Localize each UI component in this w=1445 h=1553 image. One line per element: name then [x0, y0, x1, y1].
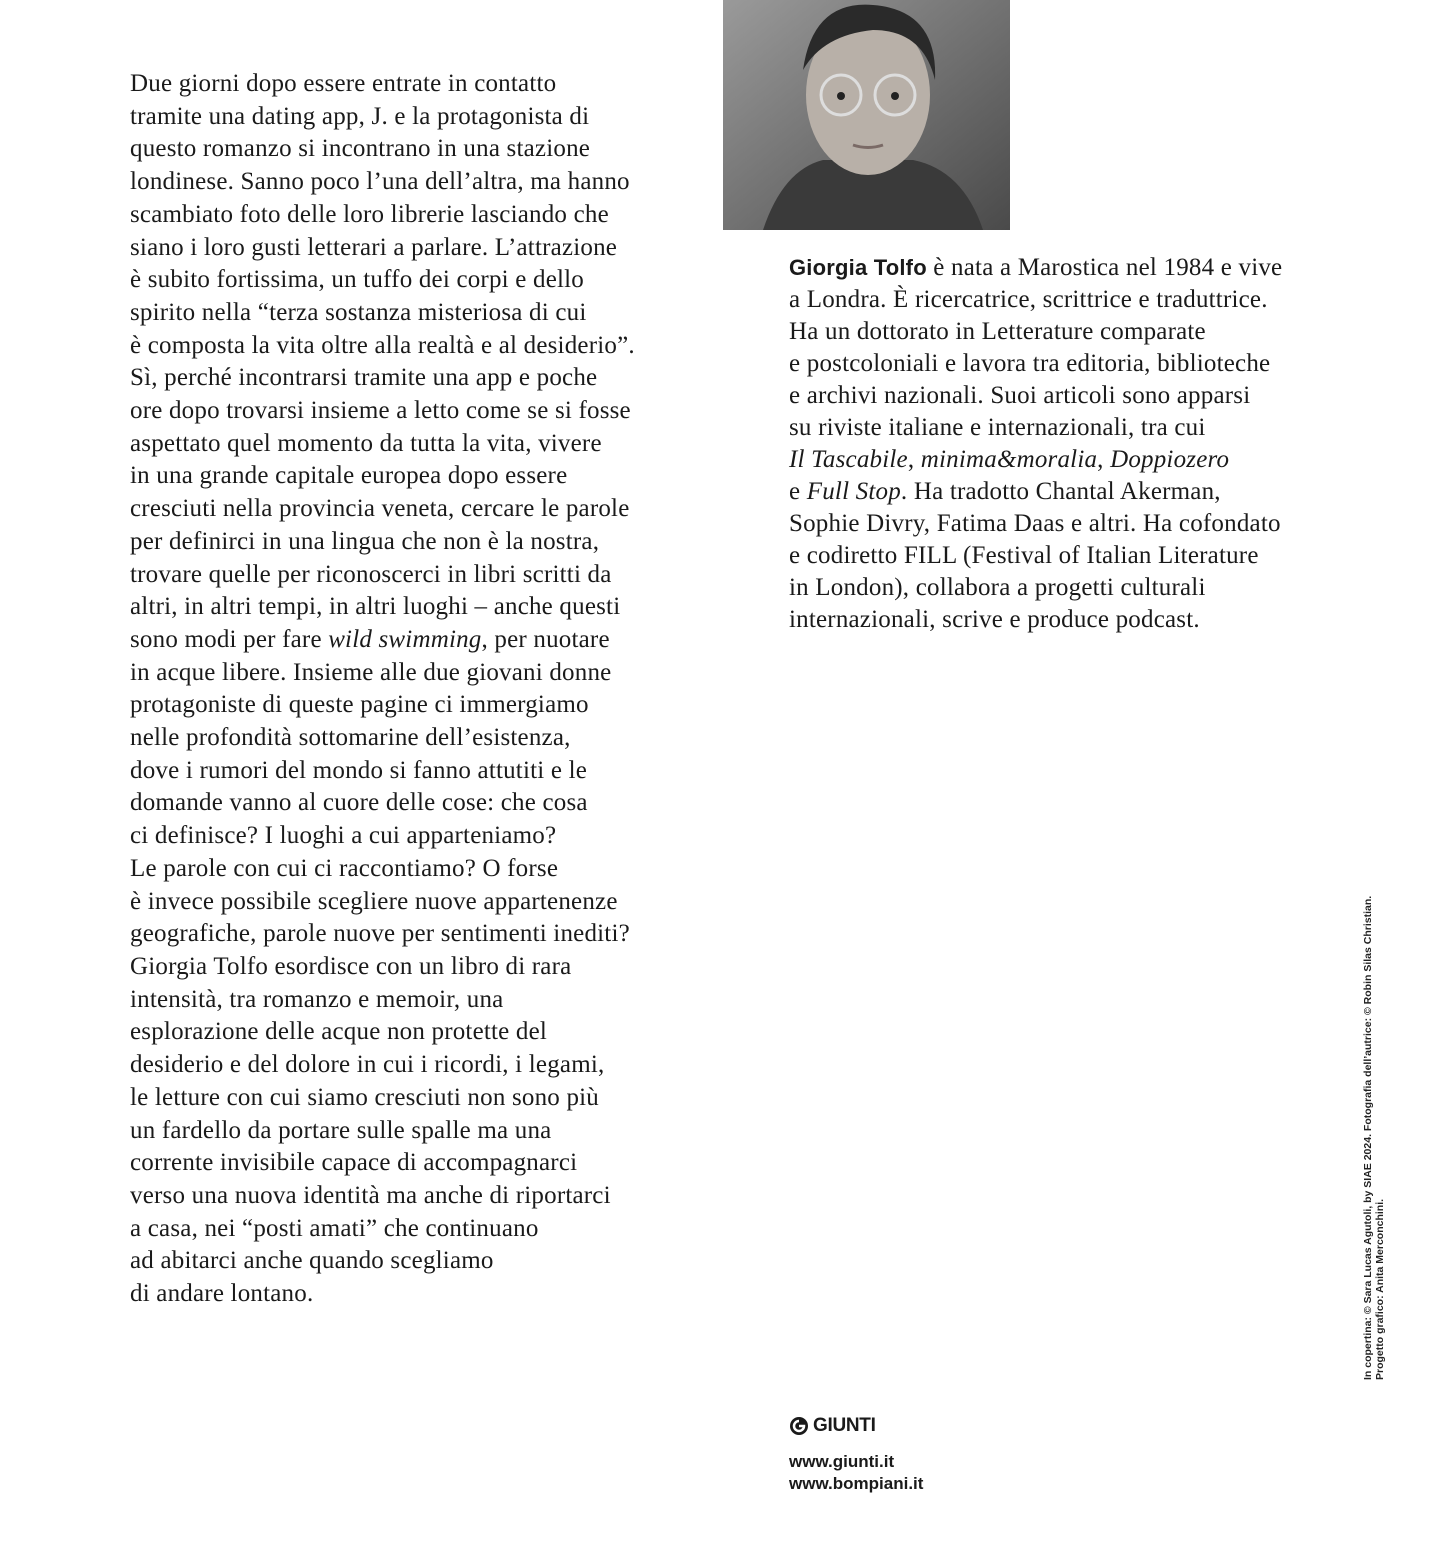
bio-line: su riviste italiane e internazionali, tra cui: [789, 414, 1206, 441]
logo-text: GIUNTI: [813, 1415, 876, 1436]
bio-line: Sophie Divry, Fatima Daas e altri. Ha cofondato: [789, 510, 1281, 537]
publisher-block: [789, 1415, 923, 1495]
giunti-logo: [789, 1415, 923, 1437]
author-photo: [723, 0, 1010, 230]
credits-line-1: In copertina: © Sara Lucas Agutoli, by SIAE 2024. Fotografia dell’autrice: © Robin Silas Christian.: [1362, 895, 1374, 1380]
blurb-line: nelle profondità sottomarine dell’esistenza,: [130, 724, 571, 752]
blurb-line: a casa, nei “posti amati” che continuano: [130, 1214, 539, 1242]
italic-title: minima&moralia: [920, 446, 1098, 473]
blurb-line: Giorgia Tolfo esordisce con un libro di rara: [130, 952, 572, 980]
blurb-line: spirito nella “terza sostanza misteriosa di cui: [130, 298, 587, 326]
bio-line: e postcoloniali e lavora tra editoria, biblioteche: [789, 350, 1271, 377]
bio-line: e archivi nazionali. Suoi articoli sono apparsi: [789, 382, 1251, 409]
blurb-line: per definirci in una lingua che non è la nostra,: [130, 527, 600, 555]
bio-line: a Londra. È ricercatrice, scrittrice e traduttrice.: [789, 286, 1268, 313]
blurb-line: intensità, tra romanzo e memoir, una: [130, 985, 504, 1013]
blurb-line: in acque libere. Insieme alle due giovani donne: [130, 658, 612, 686]
bompiani-url-link[interactable]: www.bompiani.it: [789, 1474, 924, 1493]
blurb-line: altri, in altri tempi, in altri luoghi – anche questi: [130, 593, 621, 621]
bio-line: in London), collabora a progetti culturali: [789, 574, 1206, 601]
blurb-line: di andare lontano.: [130, 1280, 314, 1308]
blurb-line: geografiche, parole nuove per sentimenti inediti?: [130, 920, 630, 948]
author-name: Giorgia Tolfo: [789, 255, 927, 280]
blurb-line: ad abitarci anche quando scegliamo: [130, 1247, 494, 1275]
cover-credits: [1362, 896, 1386, 1380]
blurb-line: è subito fortissima, un tuffo dei corpi e dello: [130, 266, 584, 294]
italic-title: Full Stop: [806, 478, 901, 505]
blurb-line: desiderio e del dolore in cui i ricordi, i legami,: [130, 1051, 605, 1079]
giunti-url-link[interactable]: www.giunti.it: [789, 1452, 895, 1471]
bio-line: e codiretto FILL (Festival of Italian Literature: [789, 542, 1259, 569]
blurb-line: questo romanzo si incontrano in una stazione: [130, 135, 591, 163]
blurb-line: Sì, perché incontrarsi tramite una app e poche: [130, 364, 598, 392]
blurb-line: corrente invisibile capace di accompagnarci: [130, 1149, 578, 1177]
blurb-line: è invece possibile scegliere nuove appartenenze: [130, 887, 618, 915]
bio-line: internazionali, scrive e produce podcast.: [789, 606, 1200, 633]
blurb-line: scambiato foto delle loro librerie lasciando che: [130, 200, 609, 228]
blurb-line: trovare quelle per riconoscerci in libri scritti da: [130, 560, 612, 588]
blurb-line: in una grande capitale europea dopo essere: [130, 462, 568, 490]
blurb-line: ore dopo trovarsi insieme a letto come se si fosse: [130, 397, 631, 425]
blurb-line: londinese. Sanno poco l’una dell’altra, ma hanno: [130, 168, 630, 196]
blurb-text: [130, 68, 690, 1311]
blurb-line: dove i rumori del mondo si fanno attutiti e le: [130, 756, 588, 784]
bio-line: Ha un dottorato in Letterature comparate: [789, 318, 1206, 345]
blurb-line: è composta la vita oltre alla realtà e al desiderio”.: [130, 331, 635, 359]
blurb-line: tramite una dating app, J. e la protagonista di: [130, 102, 590, 130]
bio-line: Giorgia Tolfo è nata a Marostica nel 1984 e vive: [789, 254, 1283, 281]
blurb-line: cresciuti nella provincia veneta, cercare le parole: [130, 495, 630, 523]
blurb-line: sono modi per fare wild swimming, per nuotare: [130, 625, 610, 653]
blurb-line: le letture con cui siamo cresciuti non sono più: [130, 1083, 600, 1111]
blurb-line: siano i loro gusti letterari a parlare. L’attrazione: [130, 233, 618, 261]
italic-title: Il Tascabile: [789, 446, 908, 473]
blurb-line: verso una nuova identità ma anche di riportarci: [130, 1181, 611, 1209]
blurb-line: protagoniste di queste pagine ci immergiamo: [130, 691, 589, 719]
bio-line: e Full Stop. Ha tradotto Chantal Akerman,: [789, 478, 1221, 505]
blurb-line: domande vanno al cuore delle cose: che cosa: [130, 789, 588, 817]
blurb-line: ci definisce? I luoghi a cui apparteniamo?: [130, 822, 557, 850]
blurb-line: Due giorni dopo essere entrate in contatto: [130, 70, 557, 97]
giunti-logo-icon: [789, 1416, 809, 1436]
italic-title: wild swimming: [328, 625, 482, 653]
author-bio: [789, 252, 1349, 636]
italic-title: Doppiozero: [1110, 446, 1230, 473]
bio-line: Il Tascabile, minima&moralia, Doppiozero: [789, 446, 1230, 473]
credits-line-2: Progetto grafico: Anita Merconchini.: [1374, 1198, 1386, 1380]
blurb-line: Le parole con cui ci raccontiamo? O forse: [130, 854, 559, 882]
blurb-line: aspettato quel momento da tutta la vita, vivere: [130, 429, 602, 457]
blurb-line: un fardello da portare sulle spalle ma una: [130, 1116, 552, 1144]
blurb-line: esplorazione delle acque non protette del: [130, 1018, 548, 1046]
